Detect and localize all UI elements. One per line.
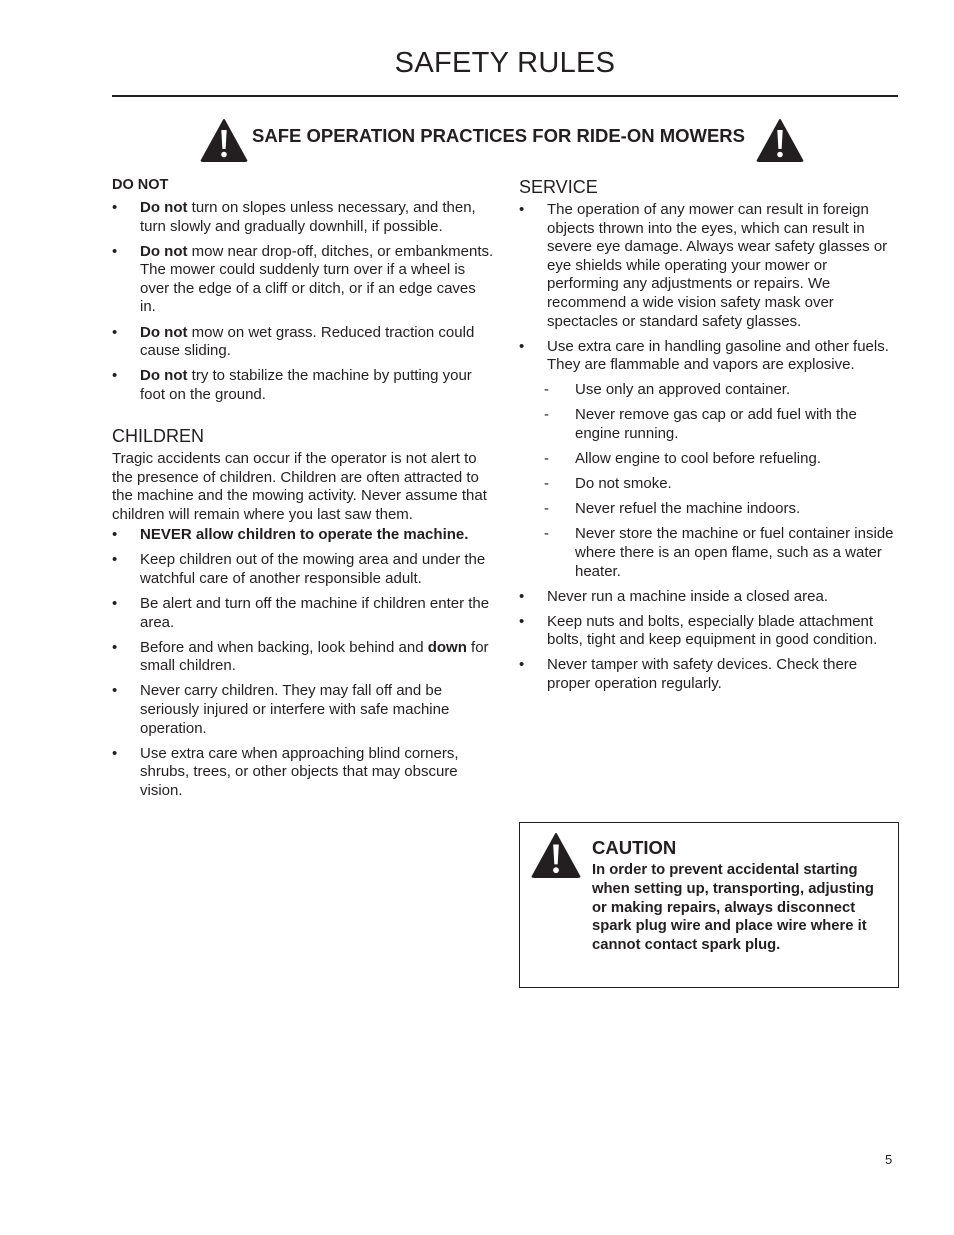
bullet: • [519,656,525,674]
service-list [519,201,899,375]
bullet: • [112,551,118,569]
children-list [112,526,494,800]
bullet: • [112,682,118,700]
list-item [519,201,899,331]
item-text: mow on wet grass. Reduced traction could cause sliding. [140,323,475,360]
bullet: • [112,595,118,613]
children-heading: CHILDREN [112,425,205,446]
page-title: SAFETY RULES [394,47,616,79]
dash: - [544,500,549,518]
item-text: Use extra care when approaching blind corners, shrubs, trees, or other objects that may obscure vision. [140,744,459,799]
list-item [112,367,494,404]
sub-list-item [519,475,899,494]
list-item [112,639,494,676]
sub-list-item [519,381,899,400]
warning-triangle-icon [200,118,248,162]
item-text: Be alert and turn off the machine if children enter the area. [140,595,490,631]
bullet: • [112,323,118,341]
list-item [112,551,494,588]
bold-lead: Do not [140,199,188,216]
list-item [112,324,494,361]
dash: - [544,381,549,399]
bullet: • [519,201,525,218]
service-list-continued [519,588,899,694]
item-text: Before and when backing, look behind and [140,638,428,656]
sub-list-item [519,500,899,519]
dash: - [544,525,549,543]
item-text: Keep children out of the mowing area and under the watchful care of another responsible adult. [140,551,486,587]
bullet: • [519,337,525,355]
bold-lead: Do not [140,323,188,341]
bold-lead: Do not [140,242,188,260]
item-text: Use only an approved container. [575,381,791,399]
right-column [519,176,899,700]
list-item [519,588,899,607]
warning-triangle-icon [530,832,582,878]
sub-list-item [519,450,899,469]
dash: - [544,450,549,468]
bold-text: down [427,638,467,656]
bullet: • [112,744,118,762]
item-text: Keep nuts and bolts, especially blade attachment bolts, tight and keep equipment in good condition. [547,612,878,649]
caution-box [519,822,899,988]
section-heading: SAFE OPERATION PRACTICES FOR RIDE-ON MOWERS [252,125,746,146]
warning-triangle-icon [756,118,804,162]
sub-list-item [519,406,899,443]
list-item [112,595,494,632]
bullet: • [112,199,118,216]
bullet: • [519,587,525,605]
caution-text: In order to prevent accidental starting when setting up, transporting, adjusting or making repairs, always disconnect spark plug wire and place wire where it cannot contact spark plug. [592,862,874,954]
fuel-sub-list [519,381,899,581]
list-item [519,338,899,375]
item-text: Allow engine to cool before refueling. [575,450,821,468]
bullet: • [519,612,525,630]
item-text: try to stabilize the machine by putting your foot on the ground. [140,367,472,403]
dash: - [544,475,549,493]
caution-title: CAUTION [592,837,677,858]
title-rule [112,95,898,97]
bullet: • [112,367,118,385]
item-text: Do not smoke. [575,475,672,493]
item-text: Use extra care in handling gasoline and other fuels. They are flammable and vapors are explosive. [547,337,889,374]
bullet: • [112,242,118,260]
list-item [112,243,494,317]
item-text: Never remove gas cap or add fuel with the engine running. [575,406,857,443]
sub-list-item [519,525,899,581]
list-item [519,656,899,693]
page-number: 5 [885,1152,893,1167]
item-text: Never store the machine or fuel container inside where there is an open flame, such as a water heater. [575,525,894,580]
service-heading: SERVICE [519,177,598,197]
list-item [112,745,494,801]
item-text: Never refuel the machine indoors. [575,500,801,518]
list-item [112,526,494,545]
item-text: turn on slopes unless necessary, and then, turn slowly and gradually downhill, if possible. [140,199,476,235]
children-intro: Tragic accidents can occur if the operator is not alert to the presence of children. Children are often attracted to the machine and the mowing activity. Never assume that children will remain where you last saw them. [112,449,487,523]
bold-lead: Do not [140,367,188,385]
do-not-heading: DO NOT [112,177,169,193]
bullet: • [112,638,118,656]
list-item [112,682,494,738]
do-not-list [112,199,494,404]
bullet: • [112,526,118,544]
dash: - [544,406,549,424]
list-item [112,199,494,236]
item-text: mow near drop-off, ditches, or embankments. The mower could suddenly turn over if a wheel is over the edge of a cliff or ditch, or if an edge caves in. [140,242,494,316]
item-text: The operation of any mower can result in foreign objects thrown into the eyes, which can result in severe eye damage. Always wear safety glasses or eye shields while operating your mower or performing any adjustments or repairs. We recommend a wide vision safety mask over spectacles or standard safety glasses. [547,201,888,330]
bold-text: NEVER allow children to operate the machine. [140,526,469,544]
left-column [112,176,494,807]
item-text: Never tamper with safety devices. Check there proper operation regularly. [547,656,858,693]
item-text: for small children. [140,638,489,675]
list-item [519,613,899,650]
item-text: Never run a machine inside a closed area. [547,587,828,605]
item-text: Never carry children. They may fall off and be seriously injured or interfere with safe machine operation. [140,682,450,737]
